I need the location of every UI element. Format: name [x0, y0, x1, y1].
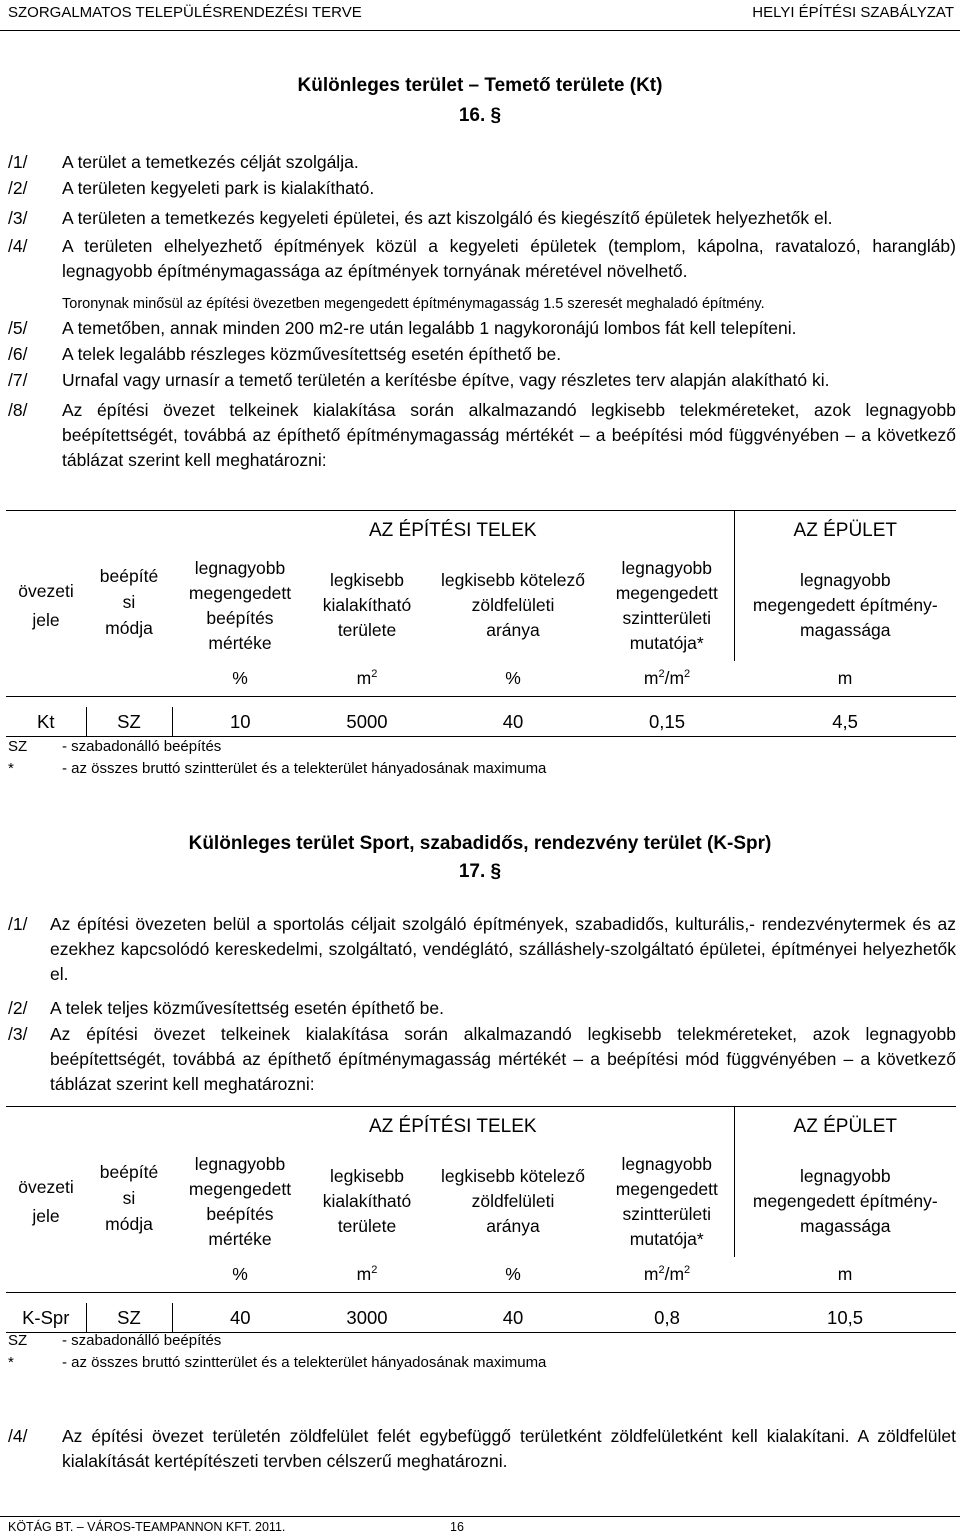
- para-text: A terület a temetkezés célját szolgálja.: [62, 152, 359, 172]
- col-header-build-mode: beépíté si módja: [86, 1257, 172, 1293]
- col-header-zone-code: övezeti jele: [6, 661, 86, 697]
- para-text: A területen kegyeleti park is kialakítható.: [62, 178, 375, 198]
- para-text: Az építési övezet területén zöldfelület felét egybefüggő területként zöldfelületként kell kialakítani. A zöldfelület kialakítását kertépítészeti tervben célszerű meghatározni.: [62, 1426, 956, 1471]
- s17-para-1: [8, 912, 956, 987]
- para-number: /2/: [8, 998, 28, 1018]
- header-right: HELYI ÉPÍTÉSI SZABÁLYZAT: [752, 4, 954, 21]
- category-building-plot: AZ ÉPÍTÉSI TELEK: [172, 1107, 734, 1147]
- para-number: /8/: [8, 400, 28, 420]
- col-header-green-ratio: legkisebb kötelező zöldfelületi aránya: [441, 570, 585, 640]
- col-header-zone-code: övezeti jele: [6, 1257, 86, 1293]
- section-16-number: 16. §: [458, 105, 502, 126]
- unit-percent: %: [426, 661, 600, 697]
- unit-square-meter: $m^2$: [308, 1257, 426, 1293]
- category-building: AZ ÉPÜLET: [734, 1107, 956, 1147]
- para-text: A temetőben, annak minden 200 m2-re után legalább 1 nagykoronájú lombos fát kell telepíteni.: [62, 318, 797, 338]
- page-footer: [0, 1516, 960, 1535]
- s16-para-7: [8, 368, 956, 393]
- para-text: Az építési övezet telkeinek kialakítása során alkalmazandó legkisebb telekméreteket, azok legnagyobb beépítettségét, továbbá az építhető építménymagasság mértékét – a beépítési mód függvényében – a következő táblázat szerint kell meghatározni:: [50, 1024, 956, 1094]
- s17-para-3: [8, 1022, 956, 1097]
- para-text: Urnafal vagy urnasír a temető területén a kerítésbe építve, vagy részletes terv alapján alakítható ki.: [62, 370, 830, 390]
- col-header-plot-ratio: legnagyobb megengedett beépítés mértéke: [188, 557, 292, 653]
- col-header-min-area: legkisebb kialakítható területe: [322, 1166, 412, 1236]
- para-number: /1/: [8, 914, 28, 934]
- unit-meter: m: [734, 661, 956, 697]
- para-text: Az építési övezeten belül a sportolás céljait szolgáló építmények, szabadidős, kulturális,- rendezvénytermek és az ezekhez kapcsolódó kereskedelmi, szolgáltató, vendéglátó, szálláshely-szolgáltató épületei, építményei helyezhetők el.: [50, 914, 956, 984]
- kt-zoning-table: [6, 510, 956, 737]
- para-text: A területen a temetkezés kegyeleti épületei, és azt kiszolgáló és kiegészítő épületek helyezhetők el.: [62, 208, 833, 228]
- para-number: /6/: [8, 344, 28, 364]
- col-header-plot-ratio: legnagyobb megengedett beépítés mértéke: [188, 1153, 292, 1249]
- unit-square-meter: $m^2$: [308, 661, 426, 697]
- header-left: SZORGALMATOS TELEPÜLÉSRENDEZÉSI TERVE: [8, 4, 362, 21]
- para-number: /5/: [8, 318, 28, 338]
- s16-para-2: [8, 176, 956, 201]
- s16-para-4: [8, 234, 956, 284]
- para-text: A telek teljes közművesítettség esetén építhető be.: [50, 998, 444, 1018]
- para-number: /2/: [8, 178, 28, 198]
- table-row: K-Spr SZ 40 3000 40 0,8 10,5: [6, 1303, 956, 1333]
- k-spr-zoning-table: [6, 1106, 956, 1333]
- footer-publisher: KÖTÁG BT. – VÁROS-TEAMPANNON KFT. 2011.: [8, 1520, 286, 1534]
- col-header-min-area: legkisebb kialakítható területe: [322, 570, 412, 640]
- para-number: /7/: [8, 370, 28, 390]
- section-17-title: Különleges terület Sport, szabadidős, rendezvény terület (K-Spr): [188, 833, 772, 854]
- s16-para-8: [8, 398, 956, 473]
- col-header-floor-area-index: legnagyobb megengedett szintterületi mutatója*: [615, 557, 718, 653]
- unit-percent: %: [172, 1257, 308, 1293]
- s16-para-1: [8, 150, 956, 175]
- para-number: /3/: [8, 1024, 28, 1044]
- s17-para-2: [8, 996, 956, 1021]
- para-number: /3/: [8, 208, 28, 228]
- unit-m2-per-m2: $m^2/m^2$: [600, 1257, 734, 1293]
- table-row: Kt SZ 10 5000 40 0,15 4,5: [6, 707, 956, 737]
- col-header-green-ratio: legkisebb kötelező zöldfelületi aránya: [441, 1166, 585, 1236]
- para-number: /4/: [8, 236, 28, 256]
- s16-para-5: [8, 316, 956, 341]
- col-header-floor-area-index: legnagyobb megengedett szintterületi mutatója*: [615, 1153, 718, 1249]
- s16-para-6: [8, 342, 956, 367]
- k-spr-table-legend: SZ - szabadonálló beépítés * - az összes bruttó szintterület és a telekterület hányadosának maximuma: [8, 1332, 547, 1371]
- page-number: 16: [450, 1520, 464, 1534]
- col-header-build-mode: beépíté si módja: [86, 661, 172, 697]
- unit-percent: %: [426, 1257, 600, 1293]
- para-number: /1/: [8, 152, 28, 172]
- para-text: Az építési övezet telkeinek kialakítása során alkalmazandó legkisebb telekméreteket, azok legnagyobb beépítettségét, továbbá az építhető építménymagasság mértékét – a beépítési mód függvényében – a következő táblázat szerint kell meghatározni:: [62, 400, 956, 470]
- col-header-building-height: legnagyobb megengedett építmény- magassága: [734, 551, 956, 661]
- page-header: [0, 0, 960, 31]
- para-text: A telek legalább részleges közművesítettség esetén építhető be.: [62, 344, 562, 364]
- col-header-building-height: legnagyobb megengedett építmény- magassága: [734, 1147, 956, 1257]
- para-text: A területen elhelyezhető építmények közül a kegyeleti épületek (templom, kápolna, ravatalozó, harangláb) legnagyobb építménymagassága az építmények tornyának méretével növelhető.: [62, 236, 956, 281]
- s16-para-3: [8, 206, 956, 231]
- s16-tower-note: Toronynak minősül az építési övezetben megengedett építménymagasság 1.5 szeresét meghaladó építmény.: [62, 296, 765, 312]
- unit-percent: %: [172, 661, 308, 697]
- kt-table-legend: SZ - szabadonálló beépítés * - az összes bruttó szintterület és a telekterület hányadosának maximuma: [8, 738, 547, 777]
- section-17-number: 17. §: [458, 861, 502, 882]
- category-building-plot: AZ ÉPÍTÉSI TELEK: [172, 511, 734, 551]
- section-16-title: Különleges terület – Temető területe (Kt): [297, 75, 663, 96]
- unit-meter: m: [734, 1257, 956, 1293]
- unit-m2-per-m2: $m^2/m^2$: [600, 661, 734, 697]
- category-building: AZ ÉPÜLET: [734, 511, 956, 551]
- para-number: /4/: [8, 1426, 28, 1446]
- s17-para-4: [8, 1424, 956, 1474]
